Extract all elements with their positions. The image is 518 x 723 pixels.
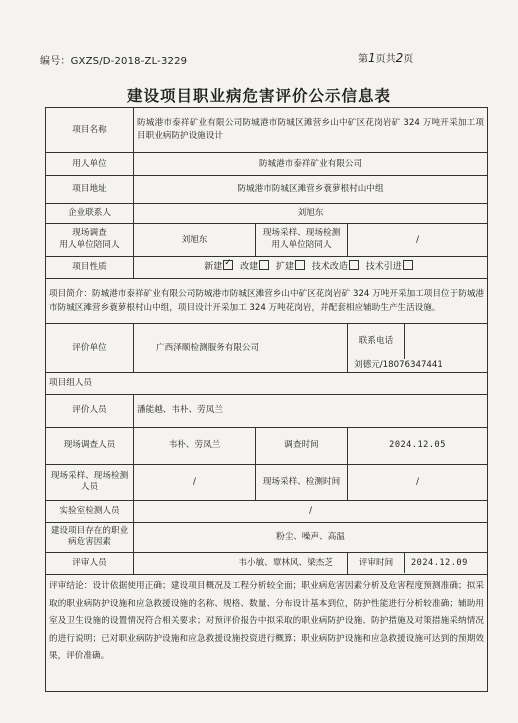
label-contact-phone: 联系电话: [348, 324, 405, 359]
value-address: 防城港市防城区滩营乡蓑萝根村山中组: [134, 176, 488, 204]
label-sampling-time: 现场采样、检测时间: [256, 464, 348, 500]
checkbox-checked-icon: [223, 260, 233, 270]
label-reviewers: 评审人员: [46, 552, 134, 574]
row-contact: [46, 204, 488, 224]
row-project-name: [46, 108, 488, 153]
label-evaluators: 评价人员: [46, 394, 134, 427]
label-review-time: 评审时间: [348, 553, 405, 573]
value-samplers: /: [134, 464, 256, 500]
row-samplers: [46, 464, 488, 500]
page-current: 1: [368, 51, 376, 65]
value-review-time: 2024.12.09: [411, 558, 468, 569]
label-sampling-companion: 现场采样、现场检测 用人单位陪同人: [256, 224, 348, 257]
label-hazards: 建设项目存在的职业病危害因素: [46, 522, 134, 552]
row-lab: [46, 500, 488, 522]
row-evaluators: [46, 394, 488, 427]
label-address: 项目地址: [46, 176, 134, 204]
value-contact: 刘旭东: [134, 204, 488, 224]
row-nature: [46, 257, 488, 279]
option-new: 新建✓: [204, 262, 237, 272]
label-nature: 项目性质: [46, 257, 134, 279]
page-total: 2: [395, 51, 404, 65]
value-eval-unit: 广西泽顺检测服务有限公司: [134, 324, 348, 373]
row-reviewers: [46, 552, 488, 574]
page-number: [358, 50, 413, 65]
checkbox-icon: [349, 260, 359, 270]
option-tech-import: 技术引进: [366, 262, 417, 272]
value-surveyors: 韦朴、劳凤兰: [134, 427, 256, 464]
checkbox-icon: [259, 260, 269, 270]
label-surveyors: 现场调查人员: [46, 427, 134, 464]
value-survey-time: 2024.12.05: [348, 427, 488, 464]
value-sampling-companion: /: [348, 224, 488, 257]
label-survey-time: 调查时间: [256, 427, 348, 464]
project-brief: 项目简介：防城港市泰祥矿业有限公司防城港市防城区滩营乡山中矿区花岗岩矿 324 万吨开采加工项目位于防城港市防城区滩营乡蓑萝根村山中组，项目设计开采加工 324 万吨花岗岩，并配套相应辅助生产生活设施。: [46, 279, 488, 324]
checkbox-icon: [295, 260, 305, 270]
document-number: 编号：GXZS/D-2018-ZL-3229: [40, 56, 188, 67]
info-table: [45, 107, 488, 692]
document-title: 建设项目职业病危害评价公示信息表: [126, 87, 391, 105]
page-suffix: 页: [403, 54, 414, 65]
row-address: [46, 176, 488, 204]
page-prefix: 第: [358, 54, 368, 65]
page-middle: 页共: [375, 54, 396, 65]
value-contact-phone: 刘德元/18076347441: [354, 360, 443, 370]
option-expand: 扩建: [276, 262, 309, 272]
nature-options: [134, 257, 488, 279]
value-evaluators: 潘能越、韦朴、劳凤兰: [134, 394, 488, 427]
label-survey-companion: 现场调查 用人单位陪同人: [46, 224, 134, 257]
value-survey-companion: 刘旭东: [134, 224, 256, 257]
label-project-name: 项目名称: [46, 108, 134, 153]
row-conclusion: [46, 574, 488, 691]
value-project-name: 防城港市泰祥矿业有限公司防城港市防城区滩营乡山中矿区花岗岩矿 324 万吨开采加工项目职业病防护设施设计: [134, 108, 488, 153]
value-lab: /: [134, 500, 488, 522]
option-tech-upgrade: 技术改造: [312, 262, 363, 272]
checkbox-icon: [403, 260, 413, 270]
value-sampling-time: /: [348, 464, 488, 500]
label-employer: 用人单位: [46, 153, 134, 176]
members-header: 项目组人员: [46, 372, 488, 394]
row-hazards: [46, 522, 488, 552]
value-employer: 防城港市泰祥矿业有限公司: [134, 153, 488, 176]
review-conclusion: 评审结论：设计依据使用正确；建设项目概况及工程分析较全面；职业病危害因素分析及危害程度预测准确；拟采取的职业病防护设施和应急救援设施的名称、规格、数量、分布设计基本到位，防护性能进行分析较准确；辅助用室及卫生设施的设置情况符合相关要求；对预评价报告中拟采取的职业病防护设施、防护措施及对策措施采纳情况的进行说明；已对职业病防护设施和应急救援设施投资进行概算；职业病防护设施和应急救援设施可达到的预期效果，评价准确。: [46, 574, 488, 691]
row-brief: [46, 279, 488, 324]
value-reviewers: 韦小敏、覃林风、梁杰芝: [134, 552, 348, 574]
review-time-cell: [348, 552, 488, 574]
row-survey-companion: [46, 224, 488, 257]
contact-phone-cell: [348, 324, 488, 373]
row-surveyors: [46, 427, 488, 464]
value-hazards: 粉尘、噪声、高温: [134, 522, 488, 552]
row-members-header: [46, 372, 488, 394]
label-samplers: 现场采样、现场检测人员: [46, 464, 134, 500]
label-contact: 企业联系人: [46, 204, 134, 224]
label-lab: 实验室检测人员: [46, 500, 134, 522]
row-eval-unit: [46, 324, 488, 373]
label-eval-unit: 评价单位: [46, 324, 134, 373]
option-rebuild: 改建: [240, 262, 273, 272]
row-employer: [46, 153, 488, 176]
